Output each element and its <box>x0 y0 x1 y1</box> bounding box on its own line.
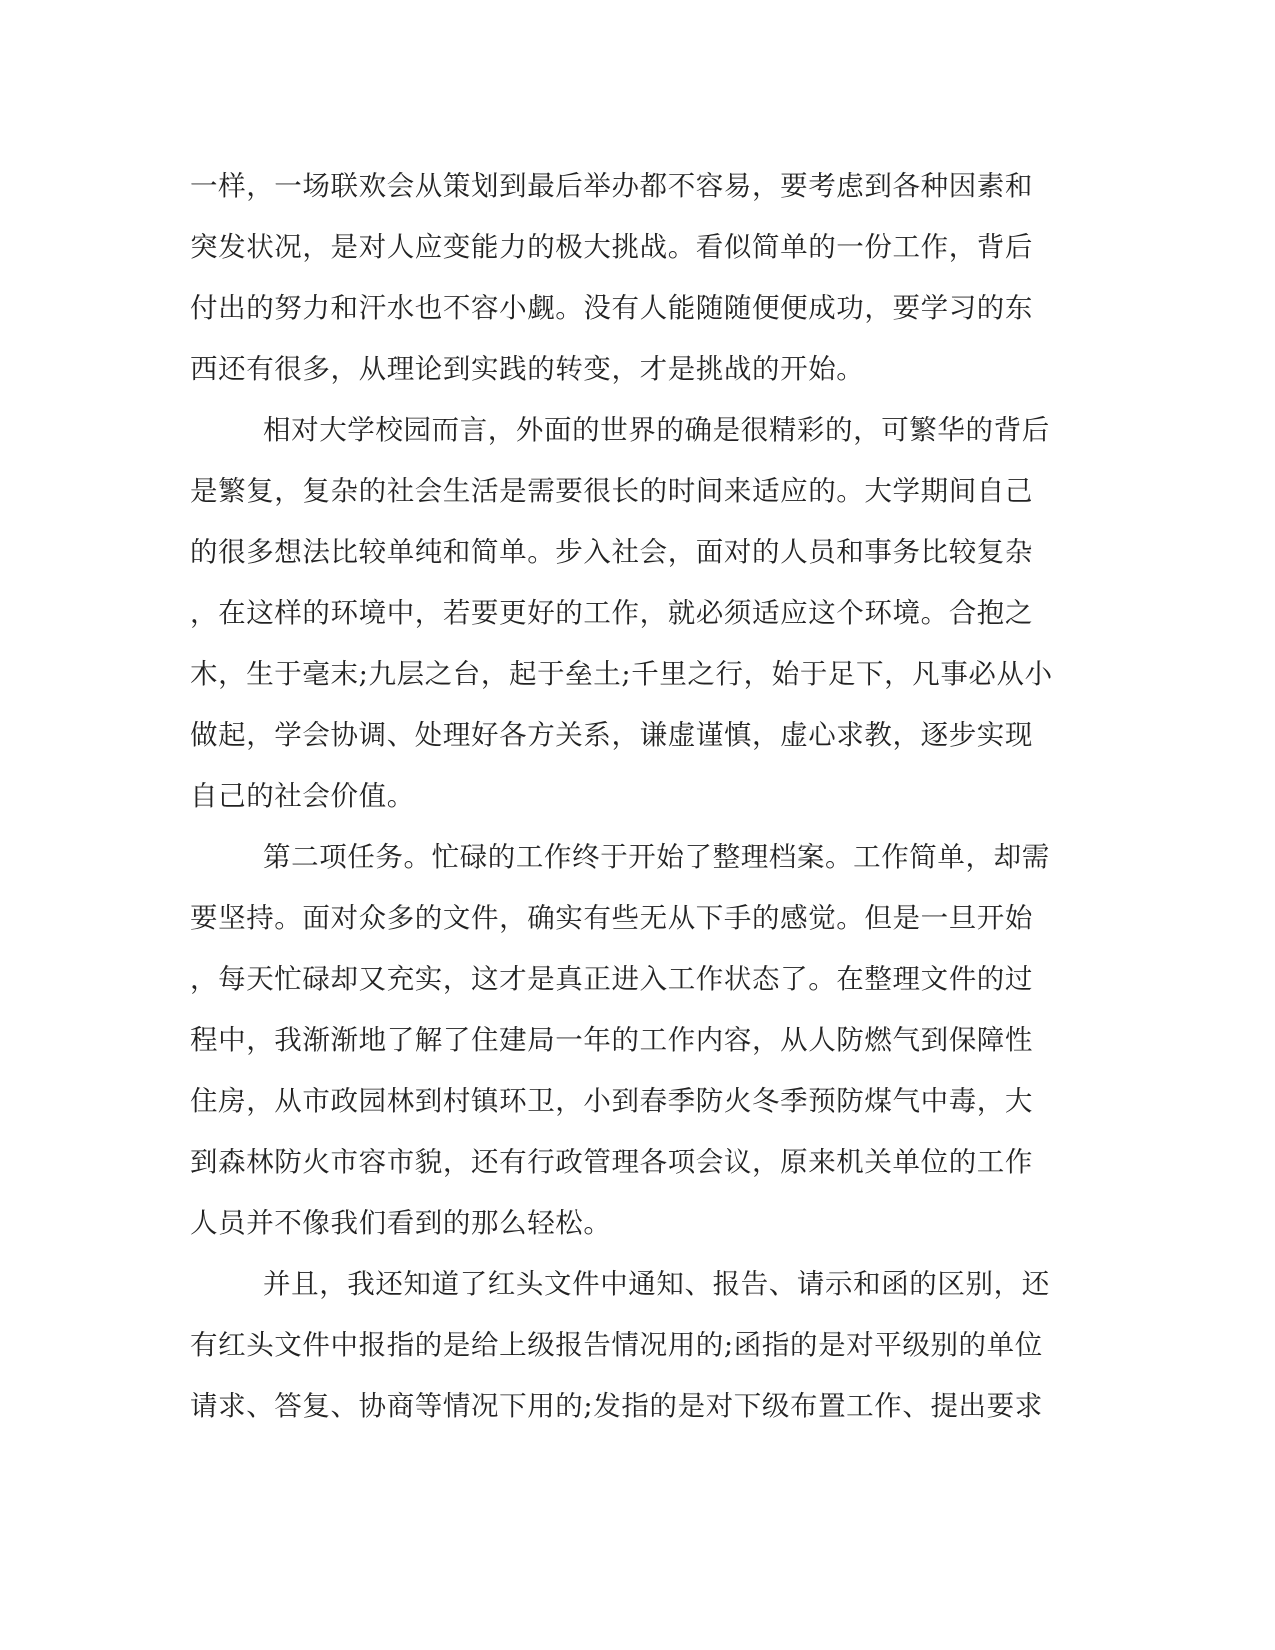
text-line: 的很多想法比较单纯和简单。步入社会，面对的人员和事务比较复杂 <box>190 536 1033 568</box>
text-line: 是繁复，复杂的社会生活是需要很长的时间来适应的。大学期间自己 <box>190 475 1033 507</box>
text-line: 一样，一场联欢会从策划到最后举办都不容易，要考虑到各种因素和 <box>190 170 1033 202</box>
text-line: 木，生于毫末;九层之台，起于垒土;千里之行，始于足下，凡事必从小 <box>190 658 1053 690</box>
text-line: 付出的努力和汗水也不容小觑。没有人能随随便便成功，要学习的东 <box>190 292 1033 324</box>
text-line: 住房，从市政园林到村镇环卫，小到春季防火冬季预防煤气中毒，大 <box>190 1085 1033 1117</box>
text-line: 第二项任务。忙碌的工作终于开始了整理档案。工作简单，却需 <box>263 841 1050 873</box>
text-line: ，在这样的环境中，若要更好的工作，就必须适应这个环境。合抱之 <box>190 597 1033 629</box>
paragraph-2 <box>190 400 1080 827</box>
text-line: 并且，我还知道了红头文件中通知、报告、请示和函的区别，还 <box>263 1268 1050 1300</box>
text-line: 突发状况，是对人应变能力的极大挑战。看似简单的一份工作，背后 <box>190 231 1033 263</box>
paragraph-4 <box>190 1254 1080 1437</box>
text-line: 程中，我渐渐地了解了住建局一年的工作内容，从人防燃气到保障性 <box>190 1024 1033 1056</box>
text-line: 有红头文件中报指的是给上级报告情况用的;函指的是对平级别的单位 <box>190 1329 1043 1361</box>
text-line: 做起，学会协调、处理好各方关系，谦虚谨慎，虚心求教，逐步实现 <box>190 719 1033 751</box>
document-body <box>190 156 1080 1437</box>
text-line: 自己的社会价值。 <box>190 780 415 812</box>
text-line: ，每天忙碌却又充实，这才是真正进入工作状态了。在整理文件的过 <box>190 963 1033 995</box>
text-line: 人员并不像我们看到的那么轻松。 <box>190 1207 612 1239</box>
text-line: 请求、答复、协商等情况下用的;发指的是对下级布置工作、提出要求 <box>190 1390 1043 1422</box>
paragraph-1 <box>190 156 1080 400</box>
paragraph-3 <box>190 827 1080 1254</box>
text-line: 相对大学校园而言，外面的世界的确是很精彩的，可繁华的背后 <box>263 414 1050 446</box>
text-line: 到森林防火市容市貌，还有行政管理各项会议，原来机关单位的工作 <box>190 1146 1033 1178</box>
text-line: 要坚持。面对众多的文件，确实有些无从下手的感觉。但是一旦开始 <box>190 902 1033 934</box>
text-line: 西还有很多，从理论到实践的转变，才是挑战的开始。 <box>190 353 865 385</box>
